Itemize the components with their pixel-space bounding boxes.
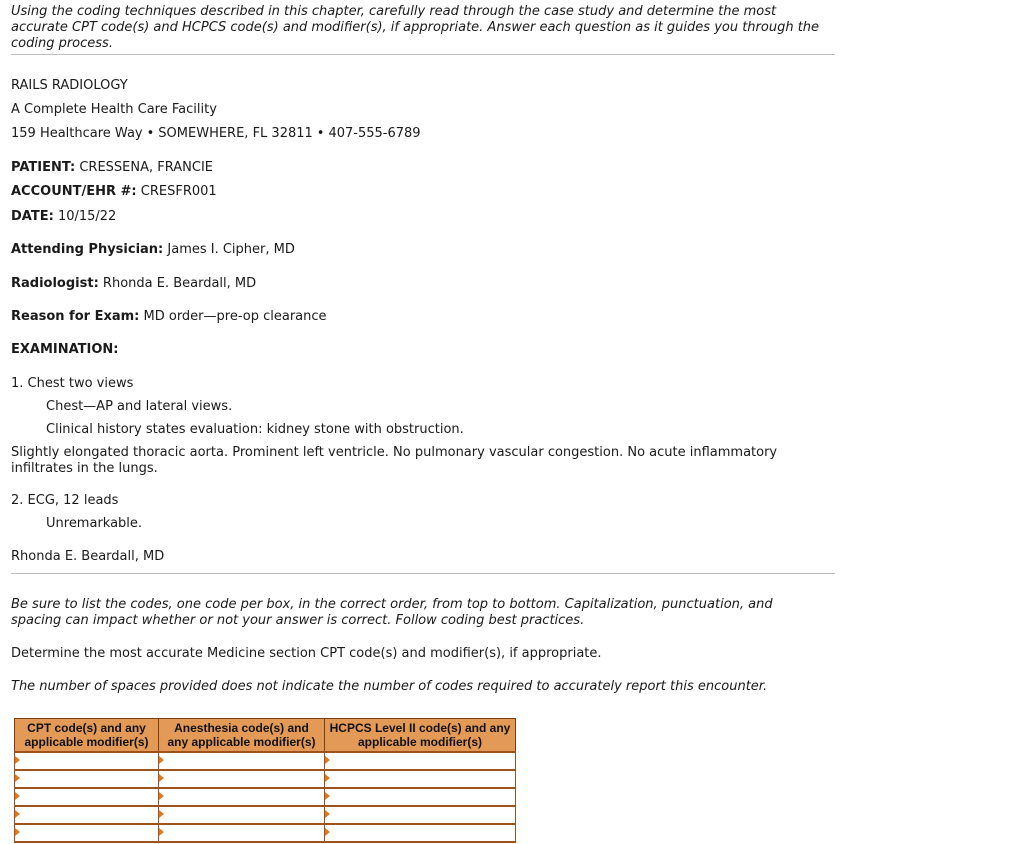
table-row [15, 788, 516, 806]
hcpcs-cell [325, 824, 516, 842]
row-marker-icon [325, 756, 330, 764]
cpt-code-input[interactable] [15, 807, 158, 823]
table-row [15, 752, 516, 770]
bullet-separator: • [316, 126, 325, 141]
divider-top [11, 54, 835, 55]
account-label: ACCOUNT/EHR #: [11, 184, 137, 199]
date-label: DATE: [11, 209, 54, 224]
facility-tagline: A Complete Health Care Facility [11, 102, 217, 117]
reason-row [11, 309, 327, 325]
attending-label: Attending Physician: [11, 242, 164, 257]
table-row [15, 824, 516, 842]
anesthesia-code-input[interactable] [159, 789, 324, 805]
attending-row [11, 242, 295, 258]
exam-item-2-result: Unremarkable. [46, 516, 143, 531]
hcpcs-cell [325, 752, 516, 770]
hcpcs-cell [325, 788, 516, 806]
hcpcs-cell [325, 770, 516, 788]
anesthesia-cell [159, 752, 325, 770]
account-row [11, 184, 217, 200]
bullet-separator: • [146, 126, 155, 141]
facility-address-line [11, 126, 421, 142]
header-cpt: CPT code(s) and any applicable modifier(s) [15, 719, 159, 753]
facility-address: 159 Healthcare Way [11, 126, 143, 141]
cpt-cell [15, 824, 159, 842]
facility-name: RAILS RADIOLOGY [11, 78, 128, 93]
code-answer-table [14, 718, 516, 843]
table-row [15, 770, 516, 788]
row-marker-icon [15, 756, 20, 764]
exam-date: 10/15/22 [57, 209, 117, 224]
anesthesia-cell [159, 788, 325, 806]
radiologist-row [11, 276, 256, 292]
date-row [11, 209, 116, 225]
hcpcs-cell [325, 806, 516, 824]
row-marker-icon [15, 810, 20, 818]
patient-row [11, 160, 213, 176]
row-marker-icon [159, 810, 164, 818]
row-marker-icon [325, 810, 330, 818]
cpt-code-input[interactable] [15, 753, 158, 769]
exam-item-2-title: 2. ECG, 12 leads [11, 493, 119, 508]
account-number: CRESFR001 [140, 184, 217, 199]
attending-physician: James I. Cipher, MD [167, 242, 295, 257]
cpt-code-input[interactable] [15, 789, 158, 805]
anesthesia-code-input[interactable] [159, 753, 324, 769]
patient-label: PATIENT: [11, 160, 76, 175]
exam-item-1-views: Chest—AP and lateral views. [46, 399, 233, 414]
exam-item-1-history: Clinical history states evaluation: kidney stone with obstruction. [46, 422, 464, 437]
spaces-note: The number of spaces provided does not indicate the number of codes required to accurately report this encounter. [11, 679, 768, 694]
cpt-code-input[interactable] [15, 771, 158, 787]
row-marker-icon [325, 774, 330, 782]
radiologist-name: Rhonda E. Beardall, MD [102, 276, 257, 291]
header-anesthesia: Anesthesia code(s) and any applicable modifier(s) [159, 719, 325, 753]
cpt-code-input[interactable] [15, 825, 158, 841]
hcpcs-code-input[interactable] [325, 771, 515, 787]
table-header-row [15, 719, 516, 753]
anesthesia-cell [159, 824, 325, 842]
intro-instructions: Using the coding techniques described in this chapter, carefully read through the case study and determine the most accurate CPT code(s) and HCPCS code(s) and modifier(s), if appropriate. Answer each question as it guides you through the coding process. [11, 4, 820, 51]
exam-item-1-title: 1. Chest two views [11, 376, 134, 391]
anesthesia-code-input[interactable] [159, 807, 324, 823]
cpt-cell [15, 788, 159, 806]
anesthesia-cell [159, 806, 325, 824]
facility-phone: 407-555-6789 [328, 126, 421, 141]
row-marker-icon [15, 774, 20, 782]
cpt-cell [15, 806, 159, 824]
divider-bottom [11, 573, 835, 574]
row-marker-icon [325, 792, 330, 800]
reason-label: Reason for Exam: [11, 309, 140, 324]
hcpcs-code-input[interactable] [325, 825, 515, 841]
exam-item-1-findings: Slightly elongated thoracic aorta. Prominent left ventricle. No pulmonary vascular congestion. No acute inflammatory infiltrates in the lungs. [11, 445, 778, 476]
radiologist-signature: Rhonda E. Beardall, MD [11, 549, 165, 564]
hcpcs-code-input[interactable] [325, 807, 515, 823]
hcpcs-code-input[interactable] [325, 753, 515, 769]
row-marker-icon [159, 756, 164, 764]
cpt-cell [15, 770, 159, 788]
question-text: Determine the most accurate Medicine section CPT code(s) and modifier(s), if appropriate. [11, 646, 602, 661]
anesthesia-code-input[interactable] [159, 825, 324, 841]
coding-instructions: Be sure to list the codes, one code per box, in the correct order, from top to bottom. Capitalization, punctuation, and spacing can impact whether or not your answer is correct. Follow coding best practices. [11, 597, 773, 628]
header-hcpcs: HCPCS Level II code(s) and any applicable modifier(s) [325, 719, 516, 753]
row-marker-icon [159, 828, 164, 836]
anesthesia-code-input[interactable] [159, 771, 324, 787]
anesthesia-cell [159, 770, 325, 788]
radiologist-label: Radiologist: [11, 276, 99, 291]
reason-for-exam: MD order—pre-op clearance [143, 309, 327, 324]
row-marker-icon [159, 774, 164, 782]
cpt-cell [15, 752, 159, 770]
facility-city: SOMEWHERE, FL 32811 [158, 126, 313, 141]
row-marker-icon [159, 792, 164, 800]
row-marker-icon [15, 828, 20, 836]
examination-heading: EXAMINATION: [11, 342, 119, 357]
row-marker-icon [15, 792, 20, 800]
patient-name: CRESSENA, FRANCIE [79, 160, 214, 175]
hcpcs-code-input[interactable] [325, 789, 515, 805]
row-marker-icon [325, 828, 330, 836]
table-row [15, 806, 516, 824]
